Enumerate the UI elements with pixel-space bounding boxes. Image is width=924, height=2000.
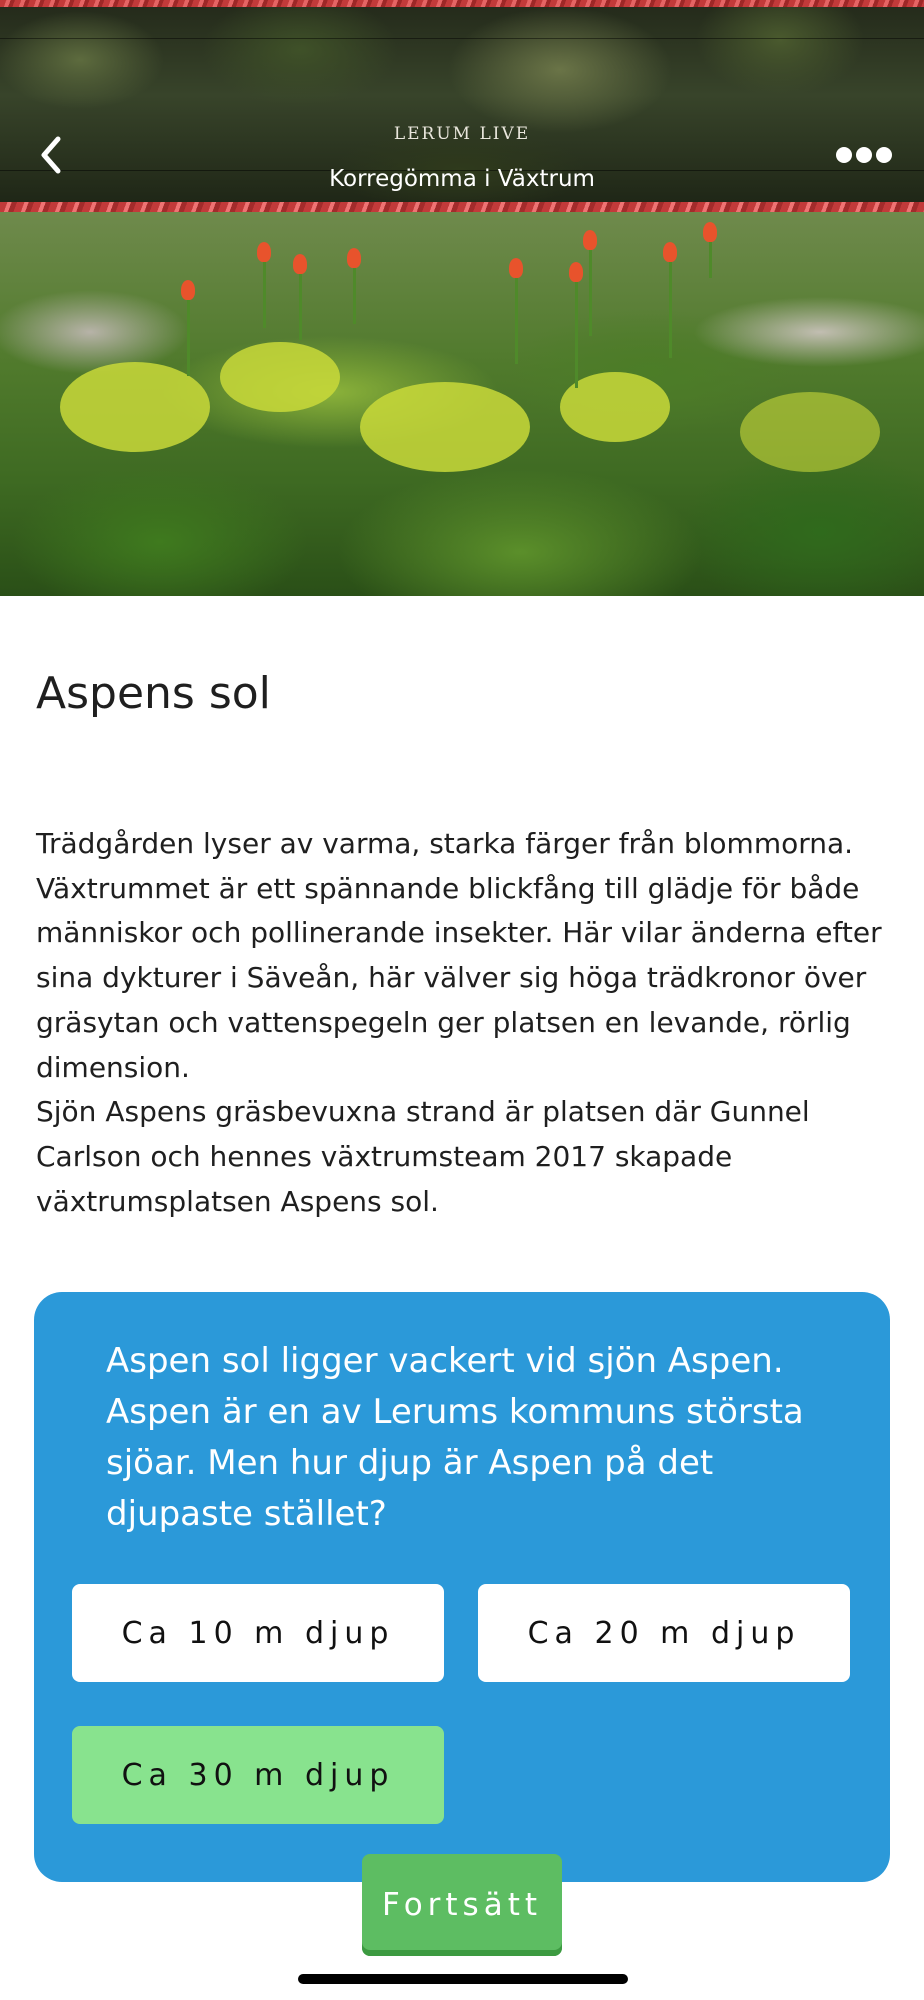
- rope-border-bottom: [0, 202, 924, 212]
- answer-option-10m[interactable]: Ca 10 m djup: [72, 1584, 444, 1682]
- divider: [0, 38, 924, 39]
- page-subtitle: Korregömma i Växtrum: [329, 166, 595, 192]
- quiz-card: [34, 1292, 890, 1882]
- answer-option-20m[interactable]: Ca 20 m djup: [478, 1584, 850, 1682]
- home-indicator[interactable]: [298, 1974, 628, 1984]
- brand-logo-text: LERUM LIVE: [393, 124, 531, 144]
- hero-garden-image: [0, 212, 924, 596]
- answer-option-30m[interactable]: Ca 30 m djup: [72, 1726, 444, 1824]
- rope-border-top: [0, 0, 924, 7]
- article-body: [36, 822, 896, 1224]
- article-paragraph: Trädgården lyser av varma, starka färger från blommorna. Växtrummet är ett spännande blickfång till glädje för både människor och pollinerande insekter. Här vilar änderna efter sina dykturer i Säveån, här välver sig höga trädkronor över gräsytan och vattenspegeln ger platsen en levande, rörlig dimension.: [36, 827, 882, 1084]
- more-options-button[interactable]: [832, 140, 896, 170]
- page-title: Aspens sol: [36, 668, 271, 719]
- header-bar: [0, 0, 924, 212]
- continue-button[interactable]: Fortsätt: [362, 1854, 562, 1956]
- article-paragraph: Sjön Aspens gräsbevuxna strand är platsen där Gunnel Carlson och hennes växtrumsteam 2017 skapade växtrumsplatsen Aspens sol.: [36, 1095, 810, 1218]
- quiz-question: Aspen sol ligger vackert vid sjön Aspen. Aspen är en av Lerums kommuns största sjöar. Men hur djup är Aspen på det djupaste stället?: [106, 1341, 804, 1534]
- more-dots-icon: [835, 146, 893, 164]
